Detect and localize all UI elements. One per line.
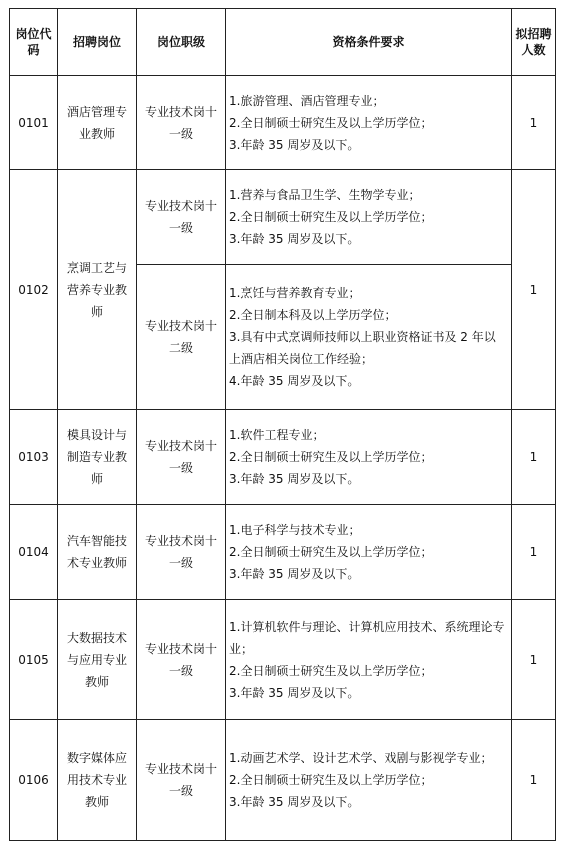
row-level: 专业技术岗十二级 — [137, 265, 226, 410]
requirement-line: 2.全日制硕士研究生及以上学历学位； — [229, 663, 433, 678]
table-body — [10, 76, 556, 841]
row-requirements — [226, 410, 512, 505]
requirement-line: 2.全日制本科及以上学历学位； — [229, 308, 397, 322]
row-requirements — [226, 170, 512, 265]
requirement-line: 2.全日制硕士研究生及以上学历学位； — [229, 773, 433, 787]
requirement-line: 1.计算机软件与理论、计算机应用技术、系统理论专业； — [229, 619, 505, 656]
row-code: 0103 — [10, 410, 58, 505]
requirement-line: 1.电子科学与技术专业； — [229, 523, 361, 537]
row-requirements — [226, 505, 512, 600]
requirement-line: 2.全日制硕士研究生及以上学历学位； — [229, 115, 433, 130]
requirement-line: 3.年龄 35 周岁及以下。 — [229, 567, 360, 581]
requirement-line: 1.烹饪与营养教育专业； — [229, 286, 361, 300]
row-position: 汽车智能技术专业教师 — [58, 505, 137, 600]
row-count: 1 — [512, 170, 556, 410]
row-requirements — [226, 76, 512, 170]
table-row — [10, 505, 556, 600]
row-count: 1 — [512, 76, 556, 170]
header-level: 岗位职级 — [137, 9, 226, 76]
row-level: 专业技术岗十一级 — [137, 410, 226, 505]
requirement-line: 3.年龄 35 周岁及以下。 — [229, 685, 360, 700]
requirement-line: 1.营养与食品卫生学、生物学专业； — [229, 188, 421, 202]
row-count: 1 — [512, 410, 556, 505]
header-requirements: 资格条件要求 — [226, 9, 512, 76]
row-level: 专业技术岗十一级 — [137, 720, 226, 841]
row-position: 酒店管理专业教师 — [58, 76, 137, 170]
row-requirements — [226, 265, 512, 410]
requirement-line: 3.年龄 35 周岁及以下。 — [229, 472, 360, 486]
requirement-line: 1.软件工程专业； — [229, 428, 325, 442]
requirement-line: 4.年龄 35 周岁及以下。 — [229, 374, 360, 388]
row-code: 0101 — [10, 76, 58, 170]
header-count: 拟招聘人数 — [512, 9, 556, 76]
row-requirements — [226, 720, 512, 841]
requirement-line: 2.全日制硕士研究生及以上学历学位； — [229, 210, 433, 224]
row-position: 数字媒体应用技术专业教师 — [58, 720, 137, 841]
requirement-line: 3.年龄 35 周岁及以下。 — [229, 137, 360, 152]
requirement-line: 1.旅游管理、酒店管理专业； — [229, 93, 385, 108]
row-position: 模具设计与制造专业教师 — [58, 410, 137, 505]
row-code: 0102 — [10, 170, 58, 410]
header-position: 招聘岗位 — [58, 9, 137, 76]
row-code: 0105 — [10, 600, 58, 720]
row-count: 1 — [512, 600, 556, 720]
requirement-line: 3.具有中式烹调师技师以上职业资格证书及 2 年以上酒店相关岗位工作经验； — [229, 330, 496, 366]
row-count: 1 — [512, 505, 556, 600]
table-row — [10, 410, 556, 505]
recruitment-table — [9, 8, 556, 841]
table-row — [10, 720, 556, 841]
row-code: 0106 — [10, 720, 58, 841]
table-row — [10, 170, 556, 265]
row-position: 大数据技术与应用专业教师 — [58, 600, 137, 720]
requirement-line: 1.动画艺术学、设计艺术学、戏剧与影视学专业； — [229, 751, 493, 765]
requirement-line: 3.年龄 35 周岁及以下。 — [229, 795, 360, 809]
header-row — [10, 9, 556, 76]
row-requirements — [226, 600, 512, 720]
requirement-line: 2.全日制硕士研究生及以上学历学位； — [229, 545, 433, 559]
requirement-line: 3.年龄 35 周岁及以下。 — [229, 232, 360, 246]
table-row — [10, 600, 556, 720]
row-level: 专业技术岗十一级 — [137, 170, 226, 265]
row-level: 专业技术岗十一级 — [137, 600, 226, 720]
requirement-line: 2.全日制硕士研究生及以上学历学位； — [229, 450, 433, 464]
row-level: 专业技术岗十一级 — [137, 505, 226, 600]
table-row — [10, 76, 556, 170]
row-level: 专业技术岗十一级 — [137, 76, 226, 170]
row-count: 1 — [512, 720, 556, 841]
row-position: 烹调工艺与营养专业教师 — [58, 170, 137, 410]
row-code: 0104 — [10, 505, 58, 600]
header-code: 岗位代码 — [10, 9, 58, 76]
